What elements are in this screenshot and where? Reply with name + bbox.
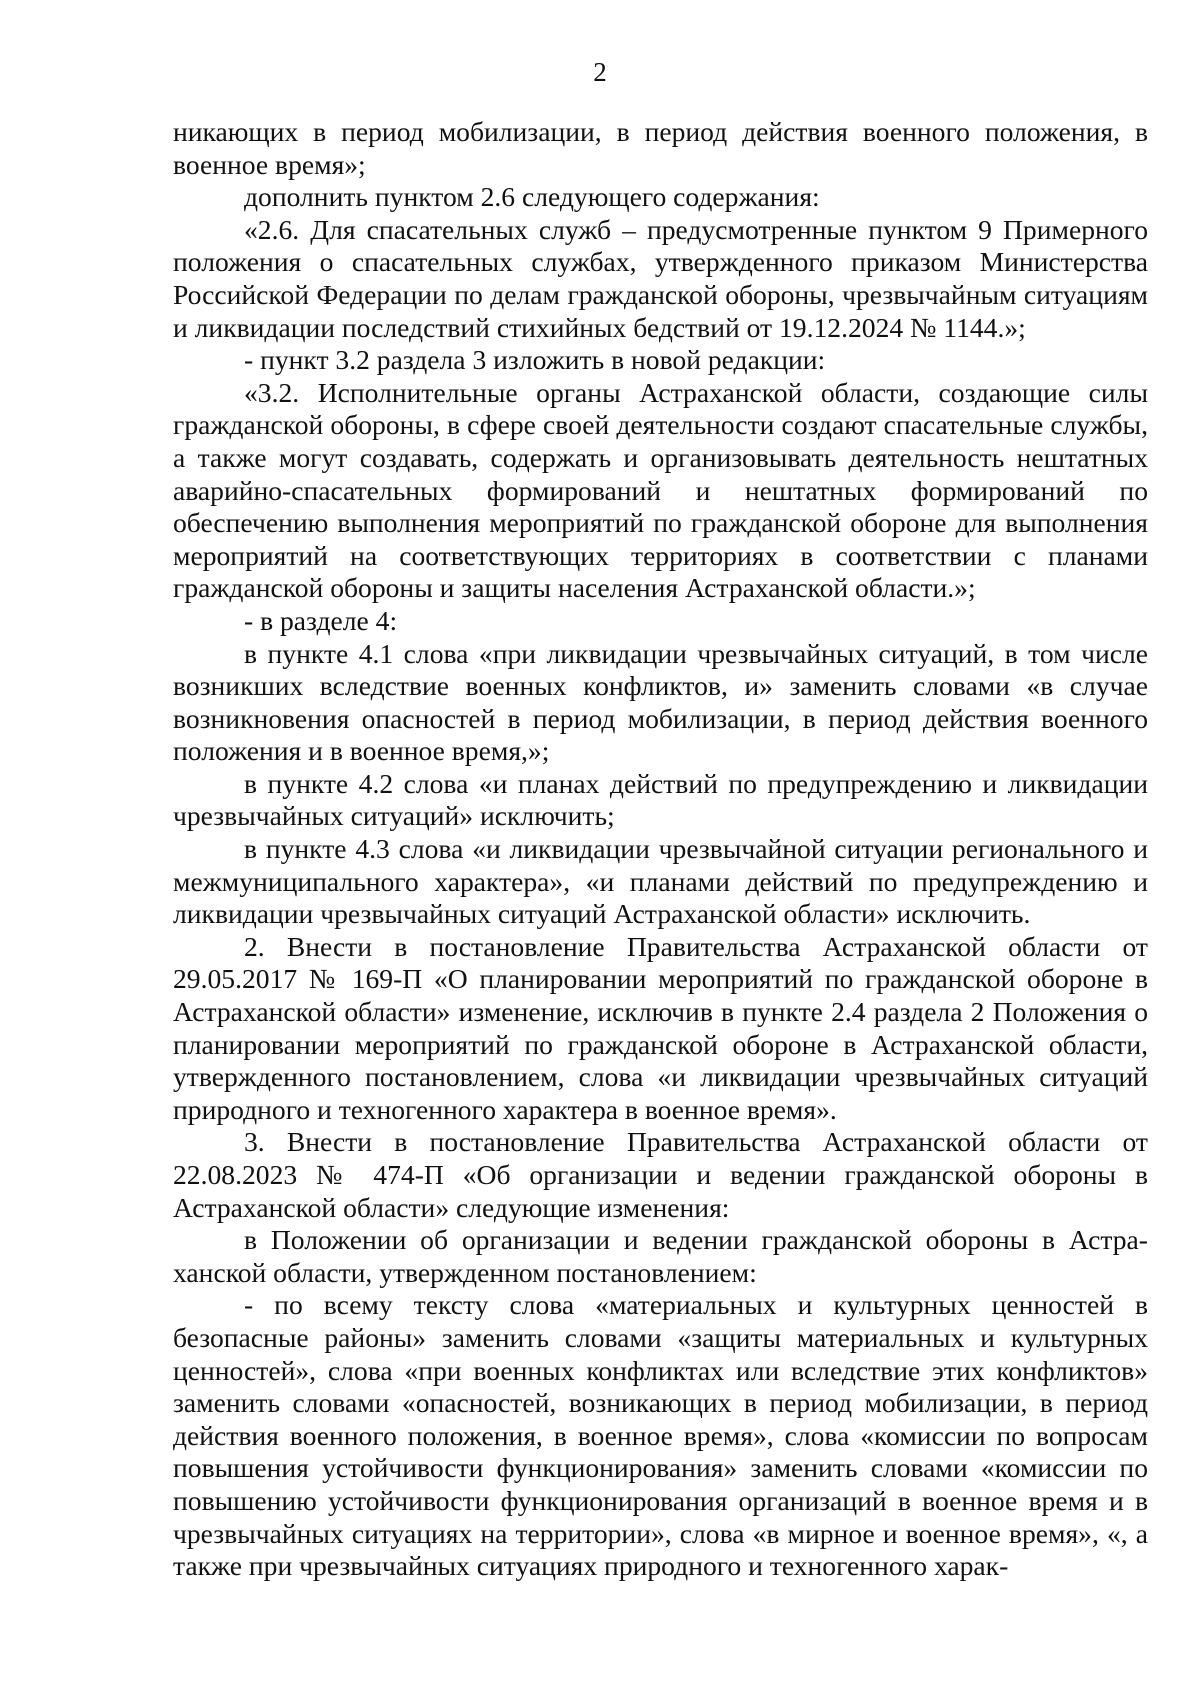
paragraph-clause-3-changes: - по всему тексту слова «материальных и культурных ценностей в безопасные районы» заменить словами «защиты материальных и культурных ценностей», слова «при военных конфликтах или вследствие этих конфликтов» заменить словами «опасностей, возникающих в период мобилизации, в период действия военного положения, в военное время», слова «комиссии по вопросам повышения устойчивости функционирования» заменить словами «комиссии по повышению устойчивости функционирования организаций в военное время и в чрезвычайных ситуациях на территории», слова «в мирное и военное время», «, а также при чрезвычайных ситуациях природного и техногенного харак- (173, 1289, 1148, 1582)
paragraph-item-3-2-intro: - пункт 3.2 раздела 3 изложить в новой редакции: (244, 344, 826, 376)
paragraph-section-4-intro: - в разделе 4: (244, 604, 398, 636)
paragraph-continuation: никающих в период мобилизации, в период действия военного положения, в военное время»; (173, 116, 1148, 180)
page-number: 2 (593, 57, 607, 87)
paragraph-item-3-2-text: «3.2. Исполнительные органы Астраханской области, создающие силы гражданской обороны, в сфере своей деятельности создают спасательные службы, а также могут создавать, содержать и организовывать деятельность нештатных аварийно-спасательных формирований и нештатных формирований по обеспечению выполнения мероприятий по гражданской обороне для выполнения мероприятий на соответствующих территориях в соответствии с планами гражданской обороны и защиты населения Астраханской области.»; (173, 376, 1148, 604)
document-body (173, 116, 1148, 1583)
paragraph-item-4-3: в пункте 4.3 слова «и ликвидации чрезвычайной ситуации регионального и межмуниципального характера», «и планами действий по предупреждению и ликвидации чрезвычайных ситуаций Астраханской области» исключить. (173, 833, 1148, 930)
paragraph-item-2-6-text: «2.6. Для спасательных служб – предусмотренные пунктом 9 Примерного положения о спасательных службах, утвержденного приказом Министерства Российской Федерации по делам гражданской обороны, чрезвычайным ситуациям и ликвидации последствий стихийных бедствий от 19.12.2024 № 1144.»; (173, 213, 1148, 343)
paragraph-clause-3: 3. Внести в постановление Правительства Астраханской области от 22.08.2023 № 474-П «Об организации и ведении гражданской обороны в Астраханской области» следующие изменения: (173, 1126, 1148, 1223)
paragraph-item-4-1: в пункте 4.1 слова «при ликвидации чрезвычайных ситуаций, в том числе возникших вследствие военных конфликтов, и» заменить словами «в случае возникновения опасностей в период мобилизации, в период действия военного положения и в военное время,»; (173, 637, 1148, 767)
paragraph-clause-2: 2. Внести в постановление Правительства Астраханской области от 29.05.2017 № 169-П «О планировании мероприятий по гражданской обороне в Астраханской области» изменение, исключив в пункте 2.4 раздела 2 Положения о планировании мероприятий по гражданской обороне в Астраханской области, утвержденного постановлением, слова «и ликвидации чрезвычайных ситуаций природного и техногенного характера в военное время». (173, 930, 1148, 1125)
paragraph-add-item-2-6: дополнить пунктом 2.6 следующего содержания: (244, 181, 820, 213)
paragraph-item-4-2: в пункте 4.2 слова «и планах действий по предупреждению и ликвидации чрезвычайных ситуаций» исключить; (173, 767, 1148, 832)
paragraph-clause-3-regulation: в Положении об организации и ведении гражданской обороны в Астраханской области, утвержденном постановлением: (173, 1224, 1148, 1288)
